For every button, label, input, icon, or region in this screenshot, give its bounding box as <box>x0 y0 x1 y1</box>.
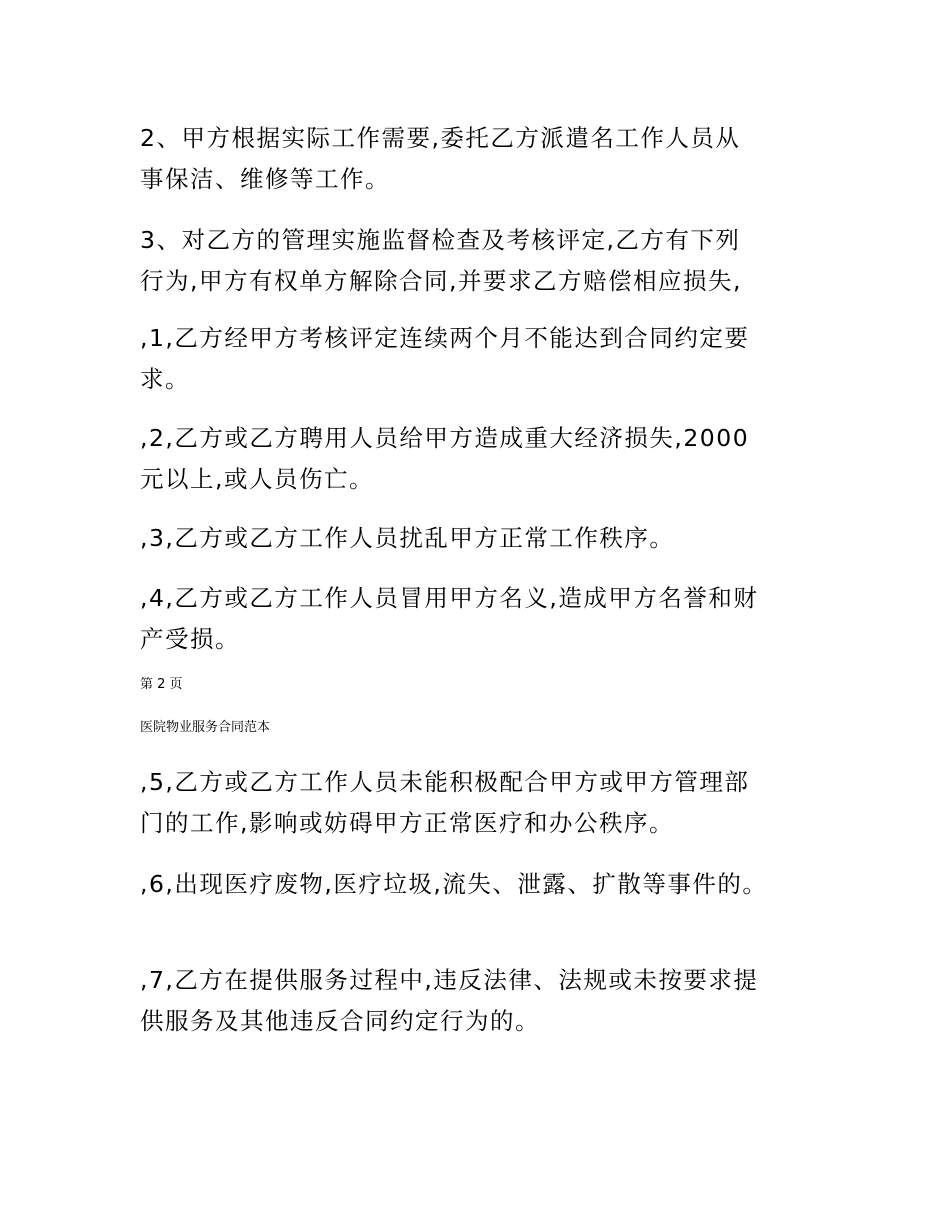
item-1-line-1: ,1,乙方经甲方考核评定连续两个月不能达到合同约定要 <box>140 324 750 352</box>
item-1-paragraph <box>140 318 820 400</box>
item-2-line-1: ,2,乙方或乙方聘用人员给甲方造成重大经济损失,2000 <box>140 424 750 452</box>
item-2-line-2: 元以上,或人员伤亡。 <box>140 465 374 493</box>
item-7-paragraph <box>140 960 820 1042</box>
item-1-line-2: 求。 <box>140 365 190 393</box>
item-7-line-1: ,7,乙方在提供服务过程中,违反法律、法规或未按要求提 <box>140 966 759 994</box>
item-6-line-1: ,6,出现医疗废物,医疗垃圾,流失、泄露、扩散等事件的。 <box>140 870 768 898</box>
item-4-line-1: ,4,乙方或乙方工作人员冒用甲方名义,造成甲方名誉和财 <box>140 584 759 612</box>
item-3-line-1: ,3,乙方或乙方工作人员扰乱甲方正常工作秩序。 <box>140 524 675 552</box>
item-3-paragraph <box>140 518 820 559</box>
document-title-header: 医院物业服务合同范本 <box>140 720 271 735</box>
item-5-line-1: ,5,乙方或乙方工作人员未能积极配合甲方或甲方管理部 <box>140 768 750 796</box>
clause-3-paragraph <box>140 220 820 302</box>
item-4-paragraph <box>140 578 820 660</box>
item-5-line-2: 门的工作,影响或妨碍甲方正常医疗和办公秩序。 <box>140 809 674 837</box>
clause-2-paragraph <box>140 118 820 200</box>
item-7-line-2: 供服务及其他违反合同约定行为的。 <box>140 1007 540 1035</box>
item-6-paragraph <box>140 864 820 905</box>
clause-3-line-1: 3、对乙方的管理实施监督检查及考核评定,乙方有下列 <box>140 226 741 254</box>
clause-2-line-2: 事保洁、维修等工作。 <box>140 165 390 193</box>
page-number: 第 2 页 <box>140 677 183 692</box>
clause-2-line-1: 2、甲方根据实际工作需要,委托乙方派遣名工作人员从 <box>140 124 741 152</box>
clause-3-line-2: 行为,甲方有权单方解除合同,并要求乙方赔偿相应损失, <box>140 267 742 295</box>
item-2-paragraph <box>140 418 820 500</box>
item-4-line-2: 产受损。 <box>140 625 240 653</box>
item-5-paragraph <box>140 762 820 844</box>
